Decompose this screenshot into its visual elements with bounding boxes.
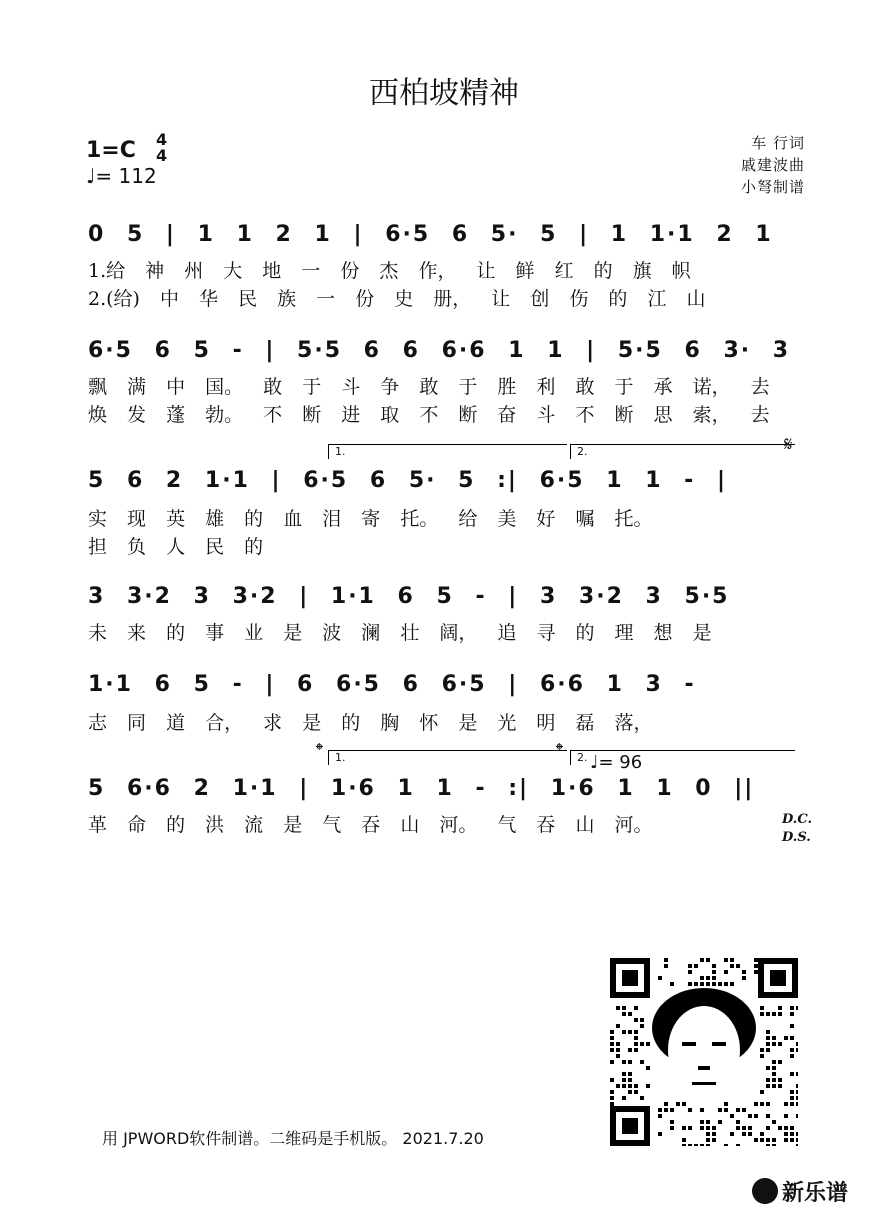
notes-line-5: 1·1 6 5 - | 6 6·5 6 6·5 | 6·6 1 3 -	[88, 672, 696, 697]
coda-icon-2: 𝄌	[556, 738, 563, 762]
volta-bracket-2	[570, 444, 795, 459]
lyrics-line-5-verse-1: 志 同 道 合， 求 是 的 胸 怀 是 光 明 磊 落，	[88, 712, 653, 734]
notes-line-4: 3 3·2 3 3·2 | 1·1 6 5 - | 3 3·2 3 5·5	[88, 584, 730, 609]
staff-line-3	[88, 468, 808, 508]
volta-bracket-1	[328, 444, 567, 459]
time-signature-bottom: 4	[156, 146, 168, 165]
coda-icon-1: 𝄌	[316, 738, 323, 762]
volta-3-label: 1.	[335, 751, 346, 764]
dc-marking: D.C.	[782, 812, 812, 827]
lyrics-line-1-verse-1: 1.给 神 州 大 地 一 份 杰 作， 让 鲜 红 的 旗 帜	[88, 260, 691, 282]
lyrics-line-2-verse-1: 飘 满 中 国。 敢 于 斗 争 敢 于 胜 利 敢 于 承 诺， 去	[88, 376, 770, 398]
volta-1-label: 1.	[335, 445, 346, 458]
staff-line-5	[88, 672, 808, 712]
page-title: 西柏坡精神	[369, 76, 519, 111]
lyrics-line-1-verse-2: 2.(给) 中 华 民 族 一 份 史 册， 让 创 伤 的 江 山	[88, 288, 706, 310]
site-logo: 新乐谱	[782, 1181, 849, 1206]
key-signature: 1=C	[86, 138, 136, 163]
lyrics-line-4-verse-1: 未 来 的 事 业 是 波 澜 壮 阔， 追 寻 的 理 想 是	[88, 622, 712, 644]
notes-line-6: 5 6·6 2 1·1 | 1·6 1 1 - :| 1·6 1 1 0 ||	[88, 776, 755, 801]
composer-credit: 戚建波曲	[740, 156, 805, 174]
segno-icon: 𝄋	[784, 432, 793, 456]
volta-2-label: 2.	[577, 445, 588, 458]
time-signature	[156, 132, 167, 164]
ds-marking: D.S.	[782, 830, 811, 845]
time-signature-top: 4	[156, 130, 168, 149]
volta-bracket-3	[328, 750, 567, 765]
notes-line-2: 6·5 6 5 - | 5·5 6 6 6·6 1 1 | 5·5 6 3· 3	[88, 338, 791, 363]
lyrics-line-3-verse-2: 担 负 人 民 的	[88, 536, 264, 558]
arranger-credit: 小弩制谱	[740, 178, 805, 196]
notes-line-1: 0 5 | 1 1 2 1 | 6·5 6 5· 5 | 1 1·1 2 1	[88, 222, 773, 247]
tempo-marking: ♩= 112	[86, 164, 157, 188]
lyrics-line-2-verse-2: 焕 发 蓬 勃。 不 断 进 取 不 断 奋 斗 不 断 思 索， 去	[88, 404, 770, 426]
qr-code	[610, 958, 798, 1146]
lyrics-line-6-verse-1: 革 命 的 洪 流 是 气 吞 山 河。 气 吞 山 河。	[88, 814, 653, 836]
volta-4-label: 2.	[577, 751, 588, 764]
vinyl-record-icon	[752, 1178, 778, 1204]
notes-line-3: 5 6 2 1·1 | 6·5 6 5· 5 :| 6·5 1 1 - |	[88, 468, 727, 493]
lyricist-credit: 车 行词	[751, 134, 805, 152]
footer-note: 用 JPWORD软件制谱。二维码是手机版。 2021.7.20	[102, 1129, 484, 1148]
lyrics-line-3-verse-1: 实 现 英 雄 的 血 泪 寄 托。 给 美 好 嘱 托。	[88, 508, 653, 530]
tempo-change: ♩= 96	[590, 752, 643, 773]
